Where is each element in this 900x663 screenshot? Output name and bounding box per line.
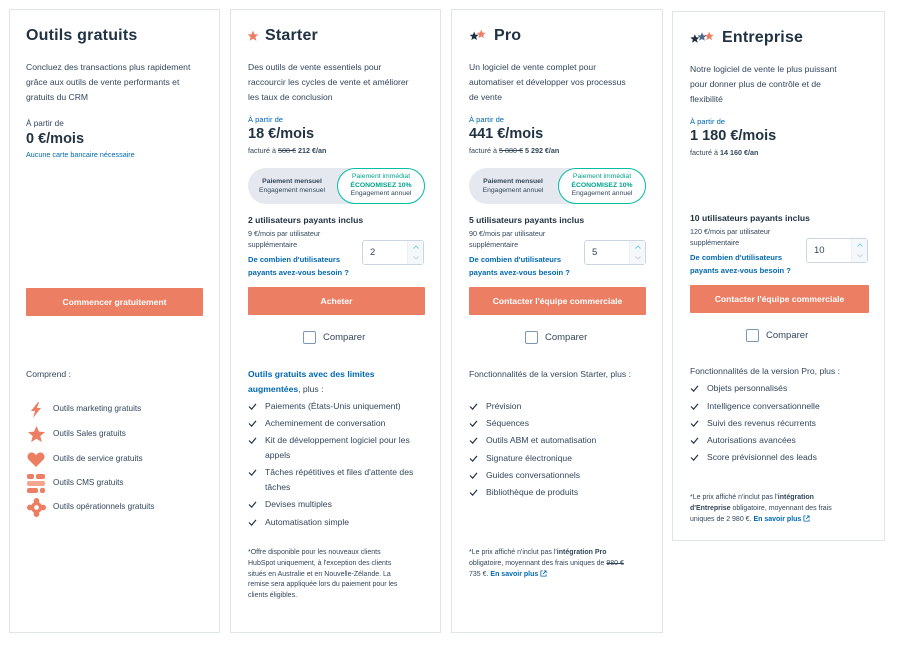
features-list: Objets personnalisés Intelligence conversationnelle Suivi des revenus récurrents Autorisations avancées Score prévisionnel des leads [690,381,880,476]
extra-user-price: 90 €/mois par utilisateur supplémentaire [469,229,546,249]
features-heading: Fonctionnalités de la version Starter, plus : [469,369,631,379]
onboarding-note: *Le prix affiché n'inclut pas l'intégration d'Entreprise obligatoire, moyennant des frais uniques de 2 980 €. En savoir plus [690,494,832,523]
cms-hub-icon [27,474,45,493]
check-icon [469,420,478,427]
chevron-down-icon[interactable] [413,256,419,260]
plan-title: Starter [265,27,318,44]
users-quantity-value[interactable]: 10 [814,245,825,256]
start-free-button[interactable]: Commencer gratuitement [26,288,203,316]
contact-sales-button[interactable]: Contacter l'équipe commerciale [469,287,646,315]
chevron-up-icon[interactable] [635,245,641,249]
extra-user-price: 120 €/mois par utilisateur supplémentaire [690,227,771,247]
no-card-note: Aucune carte bancaire nécessaire [26,150,135,159]
price-from-label: À partir de [248,115,284,124]
users-quantity-stepper[interactable] [362,240,424,265]
plan-price: 1 180 €/mois [690,128,777,144]
price-from-label: À partir de [26,119,64,128]
billing-toggle[interactable] [248,168,425,204]
users-quantity-stepper[interactable] [584,240,646,265]
plan-title: Pro [494,27,522,44]
users-quantity-value[interactable]: 2 [370,247,376,258]
check-icon [469,455,478,462]
users-included: 5 utilisateurs payants inclus [469,215,585,225]
check-icon [248,437,257,444]
users-included: 2 utilisateurs payants inclus [248,215,364,225]
external-link-icon[interactable] [803,515,810,522]
features-list: Paiements (États-Unis uniquement) Acheminement de conversation Kit de développement logiciel pour les appels Tâches répétitives et files d'attente des tâches Devises multiples Automatisation simple [248,399,438,539]
learn-more-link[interactable]: En savoir plus [753,515,802,523]
service-hub-icon [27,451,45,468]
features-heading: Outils gratuits avec des limites augmentées, plus : [248,369,375,394]
plan-card-pro [451,9,663,633]
check-icon [690,385,699,392]
chevron-down-icon[interactable] [635,256,641,260]
compare-checkbox[interactable] [525,331,538,344]
plan-description: Un logiciel de vente complet pour automatiser et développer vos processus de vente [469,62,626,102]
users-help-link[interactable]: De combien d'utilisateurs payants avez-vous besoin ? [690,253,791,275]
plan-card-enterprise [672,11,885,541]
users-help-link[interactable]: De combien d'utilisateurs payants avez-vous besoin ? [469,255,570,277]
check-icon [248,501,257,508]
plan-price: 441 €/mois [469,126,544,142]
billed-annually: facturé à 14 160 €/an [690,148,759,157]
check-icon [248,519,257,526]
compare-label[interactable]: Comparer [766,330,809,341]
plan-title: Outils gratuits [26,27,138,44]
features-heading: Fonctionnalités de la version Pro, plus : [690,366,840,376]
upfront-option[interactable]: Paiement immédiat ÉCONOMISEZ 10% Engagement annuel [558,168,646,204]
learn-more-link[interactable]: En savoir plus [490,570,539,578]
compare-label[interactable]: Comparer [323,332,366,343]
marketing-hub-icon [27,401,45,419]
check-icon [469,472,478,479]
operations-hub-icon [27,498,46,517]
chevron-up-icon[interactable] [857,243,863,247]
plan-description: Des outils de vente essentiels pour raccourcir les cycles de vente et améliorer les taux de conclusion [248,62,409,102]
plan-price: 0 €/mois [26,131,85,147]
check-icon [469,437,478,444]
check-icon [248,403,257,410]
chevron-up-icon[interactable] [413,245,419,249]
check-icon [248,469,257,476]
check-icon [690,437,699,444]
upfront-option[interactable]: Paiement immédiat ÉCONOMISEZ 10% Engagement annuel [337,168,425,204]
starter-footnote: *Offre disponible pour les nouveaux clients HubSpot uniquement, à l'exception des clients situés en Australie et en Nouvelle-Zélande. La remise sera appliquée lors du paiement pour les clients éligibles. [248,549,398,600]
check-icon [690,454,699,461]
plan-description: Notre logiciel de vente le plus puissant pour donner plus de contrôle et de flexibilité [690,64,837,104]
monthly-option[interactable]: Paiement mensuel Engagement annuel [482,178,544,194]
plan-card-free [9,9,220,633]
compare-checkbox[interactable] [303,331,316,344]
monthly-option[interactable]: Paiement mensuel Engagement mensuel [258,178,326,194]
plan-description: Concluez des transactions plus rapidement grâce aux outils de vente performants et gratuits du CRM [26,62,191,102]
plan-price: 18 €/mois [248,126,315,142]
buy-button[interactable]: Acheter [248,287,425,315]
enterprise-stars-icon [690,31,714,44]
price-from-label: À partir de [469,115,505,124]
check-icon [690,403,699,410]
check-icon [469,489,478,496]
plan-card-starter [230,9,441,633]
check-icon [469,403,478,410]
users-quantity-value[interactable]: 5 [592,247,598,258]
billed-annually: facturé à 5 880 € 5 292 €/an [469,146,560,155]
contact-sales-button[interactable]: Contacter l'équipe commerciale [690,285,869,313]
users-included: 10 utilisateurs payants inclus [690,213,810,223]
features-list: Prévision Séquences Outils ABM et automatisation Signature électronique Guides conversationnels Bibliothèque de produits [469,399,659,509]
users-quantity-stepper[interactable] [806,238,868,263]
includes-heading: Comprend : [26,369,71,379]
compare-checkbox[interactable] [746,329,759,342]
price-from-label: À partir de [690,117,726,126]
sales-hub-icon [27,425,46,444]
check-icon [690,420,699,427]
check-icon [248,420,257,427]
billing-toggle[interactable] [469,168,646,204]
onboarding-note: *Le prix affiché n'inclut pas l'intégration Pro obligatoire, moyennant des frais uniques de 980 € 735 €. En savoir plus [469,549,624,578]
billed-annually: facturé à 588 € 212 €/an [248,146,327,155]
pro-stars-icon [469,29,487,42]
users-help-link[interactable]: De combien d'utilisateurs payants avez-vous besoin ? [248,255,349,277]
plan-title: Entreprise [722,29,804,46]
free-products-list: Outils marketing gratuits Outils Sales gratuits Outils de service gratuits Outils CMS gratuits Outils opérationnels gratuits [26,400,216,520]
extra-user-price: 9 €/mois par utilisateur supplémentaire [248,229,321,249]
chevron-down-icon[interactable] [857,254,863,258]
starter-star-icon [247,30,259,42]
compare-label[interactable]: Comparer [545,332,588,343]
external-link-icon[interactable] [540,570,547,577]
